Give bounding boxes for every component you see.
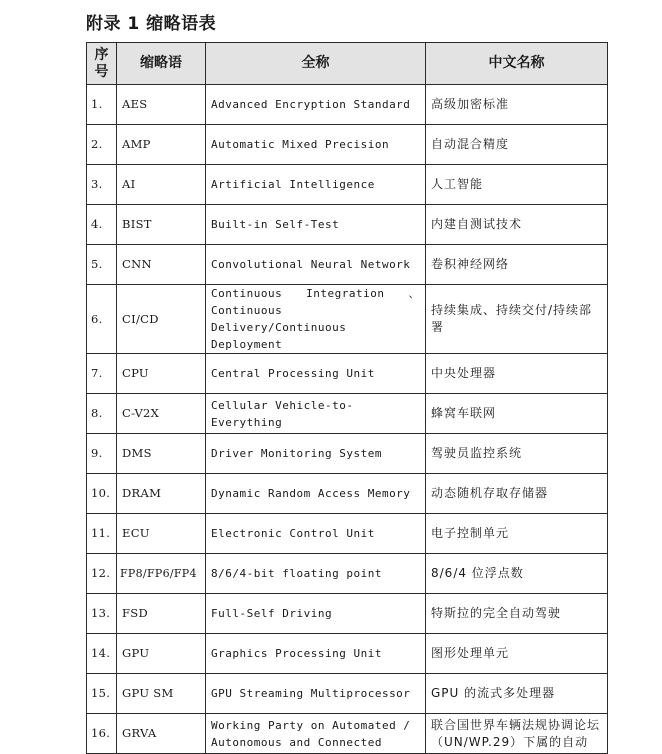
table-row [87, 85, 608, 125]
row-cn: 动态随机存取存储器 [426, 474, 608, 514]
row-cn: 蜂窝车联网 [426, 394, 608, 434]
row-abbr: ECU [117, 514, 206, 554]
row-no: 16. [87, 714, 117, 754]
table-row [87, 394, 608, 434]
row-full: Dynamic Random Access Memory [206, 474, 426, 514]
row-abbr: FP8/FP6/FP4 [117, 554, 206, 594]
table-row [87, 634, 608, 674]
row-no: 15. [87, 674, 117, 714]
row-cn: 驾驶员监控系统 [426, 434, 608, 474]
row-abbr: GPU SM [117, 674, 206, 714]
row-abbr: AES [117, 85, 206, 125]
row-full: Central Processing Unit [206, 354, 426, 394]
header-abbr: 缩略语 [117, 43, 206, 85]
appendix-title: 附录 1 缩略语表 [86, 14, 217, 34]
row-no: 5. [87, 245, 117, 285]
table-row [87, 594, 608, 634]
table-row [87, 125, 608, 165]
row-cn: GPU 的流式多处理器 [426, 674, 608, 714]
row-full: Convolutional Neural Network [206, 245, 426, 285]
table-row [87, 554, 608, 594]
table-row [87, 285, 608, 354]
row-full: Advanced Encryption Standard [206, 85, 426, 125]
row-abbr: FSD [117, 594, 206, 634]
row-no: 11. [87, 514, 117, 554]
row-no: 12. [87, 554, 117, 594]
row-cn: 联合国世界车辆法规协调论坛（UN/WP.29）下属的自动 [426, 714, 608, 754]
table-row [87, 714, 608, 754]
table-row [87, 474, 608, 514]
header-full: 全称 [206, 43, 426, 85]
row-full: Built-in Self-Test [206, 205, 426, 245]
abbreviation-table [86, 42, 608, 754]
table-row [87, 165, 608, 205]
row-full: GPU Streaming Multiprocessor [206, 674, 426, 714]
row-cn: 自动混合精度 [426, 125, 608, 165]
row-cn: 内建自测试技术 [426, 205, 608, 245]
row-full: Automatic Mixed Precision [206, 125, 426, 165]
row-full: Artificial Intelligence [206, 165, 426, 205]
table-row [87, 354, 608, 394]
row-no: 1. [87, 85, 117, 125]
row-cn: 8/6/4 位浮点数 [426, 554, 608, 594]
row-full: Driver Monitoring System [206, 434, 426, 474]
row-no: 4. [87, 205, 117, 245]
row-full: Cellular Vehicle-to-Everything [206, 394, 426, 434]
row-no: 8. [87, 394, 117, 434]
table-row [87, 205, 608, 245]
row-cn: 电子控制单元 [426, 514, 608, 554]
table-row [87, 674, 608, 714]
row-cn: 中央处理器 [426, 354, 608, 394]
row-full: Graphics Processing Unit [206, 634, 426, 674]
row-no: 7. [87, 354, 117, 394]
row-full: 8/6/4-bit floating point [206, 554, 426, 594]
row-abbr: AMP [117, 125, 206, 165]
row-cn: 高级加密标准 [426, 85, 608, 125]
row-abbr: GRVA [117, 714, 206, 754]
row-abbr: DMS [117, 434, 206, 474]
row-no: 9. [87, 434, 117, 474]
row-cn: 卷积神经网络 [426, 245, 608, 285]
table-header-row [87, 43, 608, 85]
row-abbr: C-V2X [117, 394, 206, 434]
row-abbr: CPU [117, 354, 206, 394]
row-abbr: CNN [117, 245, 206, 285]
row-cn: 持续集成、持续交付/持续部署 [426, 285, 608, 354]
row-no: 14. [87, 634, 117, 674]
header-cn: 中文名称 [426, 43, 608, 85]
row-no: 2. [87, 125, 117, 165]
row-no: 3. [87, 165, 117, 205]
row-full: Continuous Integration 、 Continuous Delivery/Continuous Deployment [206, 285, 426, 354]
row-cn: 特斯拉的完全自动驾驶 [426, 594, 608, 634]
row-abbr: CI/CD [117, 285, 206, 354]
row-no: 6. [87, 285, 117, 354]
row-no: 10. [87, 474, 117, 514]
table-row [87, 434, 608, 474]
header-no: 序号 [87, 43, 117, 85]
row-full: Full-Self Driving [206, 594, 426, 634]
row-no: 13. [87, 594, 117, 634]
table-row [87, 514, 608, 554]
table-row [87, 245, 608, 285]
row-cn: 人工智能 [426, 165, 608, 205]
row-abbr: AI [117, 165, 206, 205]
row-full: Electronic Control Unit [206, 514, 426, 554]
row-abbr: GPU [117, 634, 206, 674]
row-cn: 图形处理单元 [426, 634, 608, 674]
row-abbr: BIST [117, 205, 206, 245]
row-full: Working Party on Automated / Autonomous and Connected [206, 714, 426, 754]
row-abbr: DRAM [117, 474, 206, 514]
